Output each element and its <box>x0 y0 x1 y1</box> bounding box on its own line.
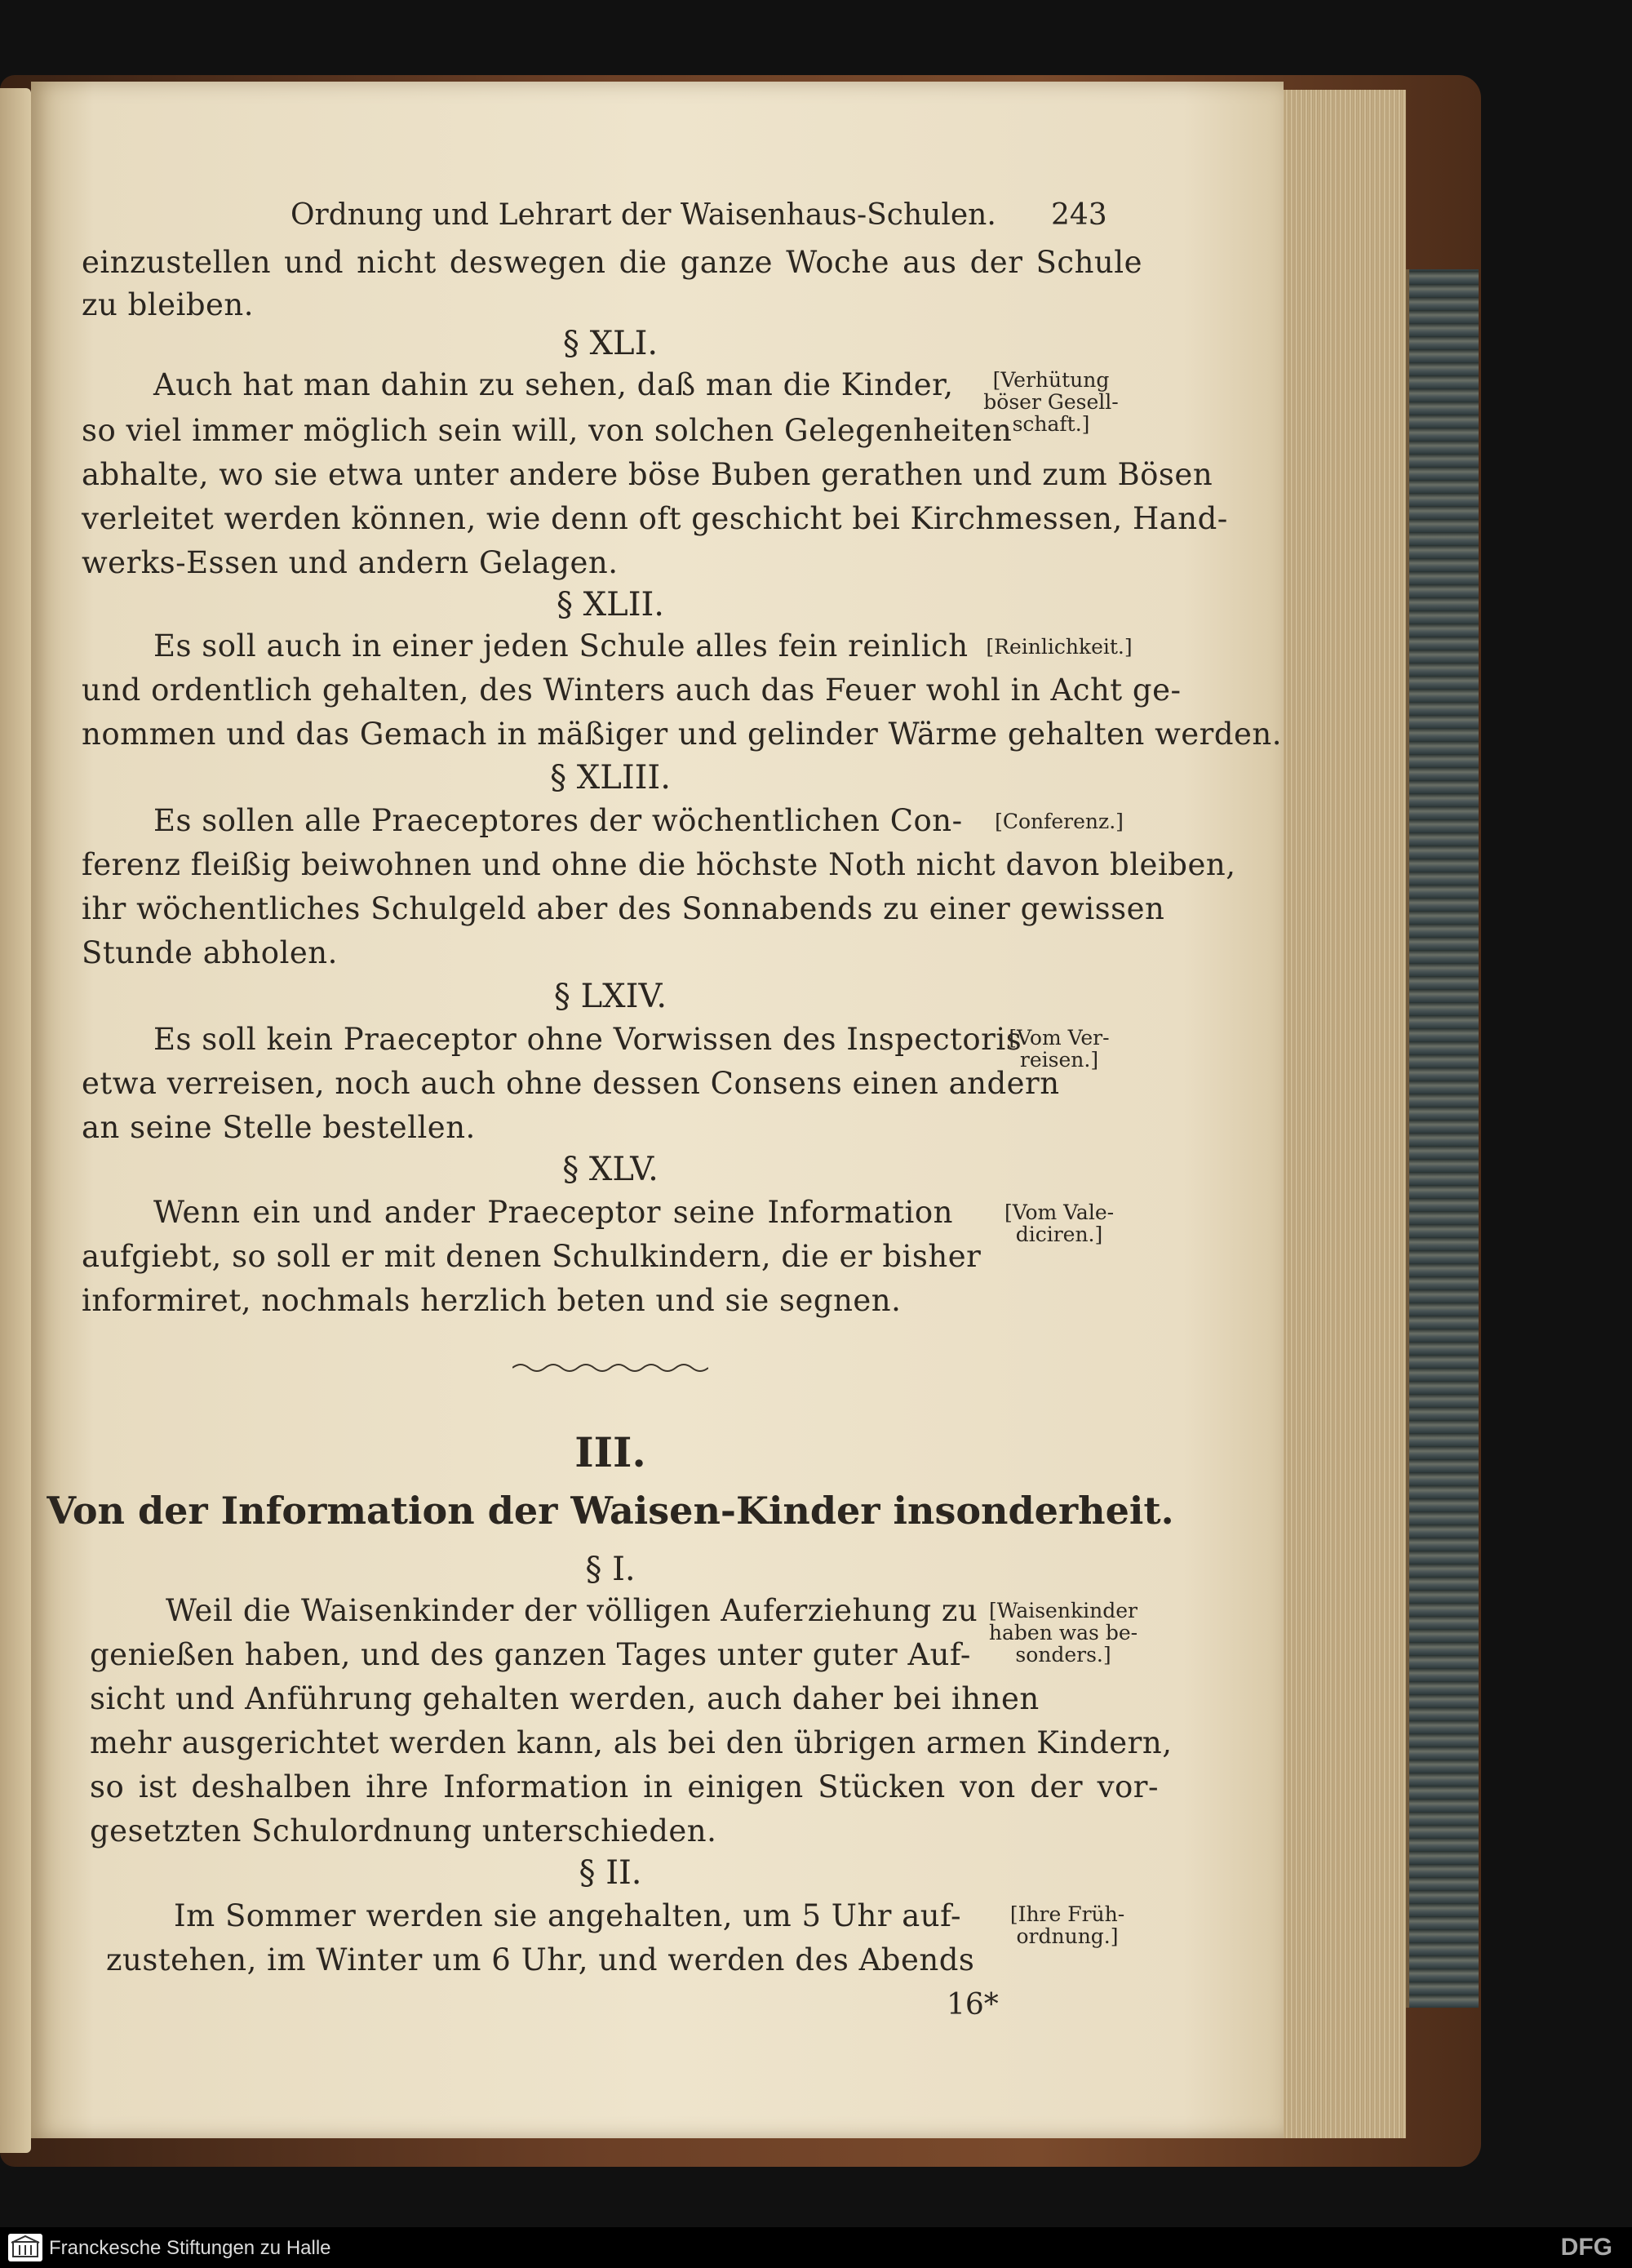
running-head: Ordnung und Lehrart der Waisenhaus-Schulen. <box>290 198 996 232</box>
page-edges <box>1284 90 1406 2138</box>
text-line: Wenn ein und ander Praeceptor seine Information <box>153 1195 953 1230</box>
page-number: 243 <box>1051 198 1107 232</box>
text-line: genießen haben, und des ganzen Tages unter guter Auf- <box>90 1637 971 1672</box>
text-line: ihr wöchentliches Schulgeld aber des Sonnabends zu einer gewissen <box>82 891 1165 926</box>
part-number: III. <box>574 1428 646 1476</box>
margin-note <box>961 1027 1157 1071</box>
margin-note: [Reinlichkeit.] <box>986 635 1133 659</box>
margin-note <box>965 1600 1161 1666</box>
text-line: einzustellen und nicht deswegen die ganze Woche aus der Schule <box>82 245 1142 280</box>
section-heading: § LXIV. <box>553 978 667 1015</box>
viewer-footer <box>0 2227 1632 2268</box>
margin-note-line: [Verhütung <box>992 368 1110 392</box>
text-line: Es sollen alle Praeceptores der wöchentlichen Con- <box>153 803 963 838</box>
margin-note <box>961 1201 1157 1245</box>
section-heading: § XLV. <box>562 1151 659 1188</box>
text-line: gesetzten Schulordnung unterschieden. <box>90 1813 717 1849</box>
text-line: mehr ausgerichtet werden kann, als bei den übrigen armen Kindern, <box>90 1725 1173 1760</box>
text-line: sicht und Anführung gehalten werden, auch daher bei ihnen <box>90 1681 1040 1716</box>
text-line: abhalte, wo sie etwa unter andere böse Buben gerathen und zum Bösen <box>82 457 1213 492</box>
margin-note-line: haben was be- <box>988 1621 1138 1644</box>
section-heading: § XLI. <box>562 325 659 362</box>
text-line: Es soll auch in einer jeden Schule alles fein reinlich <box>153 628 969 664</box>
section-heading: § I. <box>585 1551 636 1588</box>
section-heading: § XLIII. <box>550 759 671 797</box>
margin-note <box>978 1903 1157 1947</box>
text-line: ferenz fleißig beiwohnen und ohne die höchste Noth nicht davon bleiben, <box>82 847 1236 882</box>
margin-note-line: reisen.] <box>1019 1048 1099 1072</box>
text-line: so ist deshalben ihre Information in einigen Stücken von der vor- <box>90 1769 1159 1804</box>
left-page-edge <box>0 88 31 2153</box>
margin-note-line: böser Gesell- <box>983 390 1119 414</box>
part-title: Von der Information der Waisen-Kinder insonderheit. <box>47 1489 1174 1533</box>
margin-note-line: [Ihre Früh- <box>1009 1902 1125 1926</box>
text-line: Weil die Waisenkinder der völligen Auferziehung zu <box>166 1593 978 1628</box>
text-line: so viel immer möglich sein will, von solchen Gelegenheiten <box>82 413 1013 448</box>
margin-note-line: sonders.] <box>1015 1643 1111 1667</box>
margin-note-line: [Vom Ver- <box>1009 1026 1110 1050</box>
text-line: Stunde abholen. <box>82 935 338 970</box>
text-line: und ordentlich gehalten, des Winters auch das Feuer wohl in Acht ge- <box>82 672 1182 708</box>
text-line: Im Sommer werden sie angehalten, um 5 Uhr auf- <box>174 1898 962 1933</box>
text-line: Auch hat man dahin zu sehen, daß man die Kinder, <box>153 367 954 402</box>
page-text <box>31 82 1284 2138</box>
text-line: werks-Essen und andern Gelagen. <box>82 545 619 580</box>
margin-note-line: [Waisenkinder <box>989 1599 1138 1622</box>
text-line: verleitet werden können, wie denn oft geschicht bei Kirchmessen, Hand- <box>82 501 1228 536</box>
text-line: nommen und das Gemach in mäßiger und gelinder Wärme gehalten werden. <box>82 717 1283 752</box>
margin-note-line: diciren.] <box>1015 1223 1103 1246</box>
text-line: informiret, nochmals herzlich beten und sie segnen. <box>82 1283 902 1318</box>
text-line: Es soll kein Praeceptor ohne Vorwissen des Inspectoris <box>153 1022 1022 1057</box>
dfg-logo[interactable]: DFG <box>1560 2234 1612 2261</box>
margin-note-line: schaft.] <box>1012 412 1090 436</box>
ornament-divider <box>512 1361 708 1374</box>
section-heading: § II. <box>579 1854 642 1892</box>
text-line: zu bleiben. <box>82 287 255 322</box>
margin-note <box>953 369 1149 435</box>
institution-name[interactable]: Franckesche Stiftungen zu Halle <box>49 2237 331 2259</box>
text-line: zustehen, im Winter um 6 Uhr, und werden des Abends <box>106 1942 975 1977</box>
text-line: etwa verreisen, noch auch ohne dessen Consens einen andern <box>82 1066 1060 1101</box>
text-line: an seine Stelle bestellen. <box>82 1110 476 1145</box>
institution-logo-icon[interactable] <box>8 2234 42 2261</box>
book-page <box>31 82 1284 2138</box>
margin-note-line: [Vom Vale- <box>1004 1201 1115 1224</box>
signature-mark: 16* <box>947 1988 999 2022</box>
margin-note-line: ordnung.] <box>1016 1924 1119 1948</box>
text-line: aufgiebt, so soll er mit denen Schulkindern, die er bisher <box>82 1239 982 1274</box>
book-spine-edge <box>1406 269 1479 2008</box>
margin-note: [Conferenz.] <box>995 810 1124 833</box>
section-heading: § XLII. <box>556 586 665 624</box>
